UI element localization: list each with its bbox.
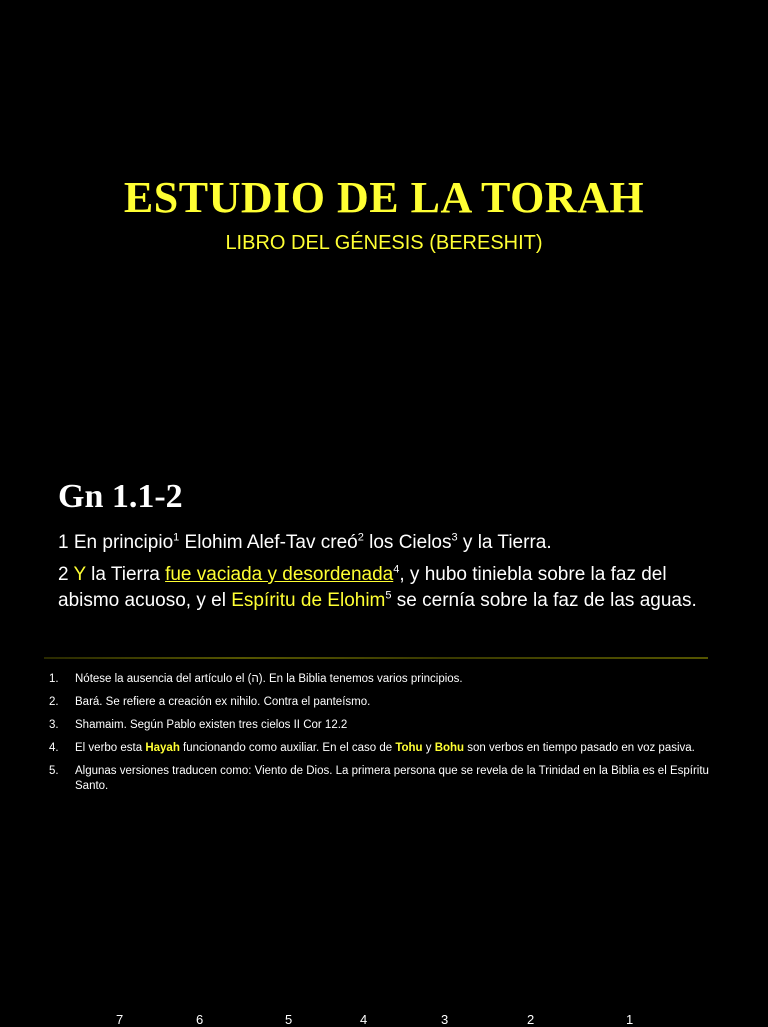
footnote-item <box>44 764 714 794</box>
verse-2 <box>58 562 718 614</box>
verse-number: 1 <box>58 532 69 553</box>
footnote-text-part: funcionando como auxiliar. En el caso de <box>179 742 396 754</box>
verse-text: la Tierra <box>85 564 166 585</box>
highlight-spirit: Espíritu de Elohim <box>231 590 386 611</box>
footnote-ref-2: 2 <box>357 531 364 544</box>
verse-text: y la Tierra. <box>457 532 552 553</box>
footnote-ref-1: 1 <box>173 531 180 544</box>
footnote-ref-5: 5 <box>385 589 392 602</box>
footnote-text-part: son verbos en tiempo pasado en voz pasiva. <box>464 742 695 754</box>
highlight-y: Y <box>73 564 86 585</box>
page-number: 4 <box>360 1012 368 1027</box>
footnotes-list <box>44 672 714 802</box>
highlight-tohu: Tohu <box>395 742 423 754</box>
footnote-ref-3: 3 <box>451 531 458 544</box>
page-title: ESTUDIO DE LA TORAH <box>123 173 645 222</box>
page-subtitle: LIBRO DEL GÉNESIS (BERESHIT) <box>225 232 543 254</box>
verse-text: En principio <box>68 532 174 553</box>
page-number: 3 <box>441 1012 449 1027</box>
footnote-text: Nótese la ausencia del artículo el (ה). En la Biblia tenemos varios principios. <box>75 673 463 685</box>
footnote-number: 1. <box>49 673 59 685</box>
footnote-item <box>44 695 714 710</box>
divider <box>44 657 708 659</box>
footnote-number: 5. <box>49 765 59 777</box>
footnote-text: Algunas versiones traducen como: Viento de Dios. La primera persona que se revela de la Trinidad en la Biblia es el Espíritu Santo. <box>75 765 709 792</box>
footnote-number: 2. <box>49 696 59 708</box>
footnote-text-part: El verbo esta <box>75 742 146 754</box>
footnote-text: Shamaim. Según Pablo existen tres cielos II Cor 12.2 <box>75 719 348 731</box>
footnote-number: 3. <box>49 719 59 731</box>
page-number: 1 <box>626 1012 634 1027</box>
highlight-bohu: Bohu <box>434 742 465 754</box>
footnote-ref-4: 4 <box>393 563 400 576</box>
verse-text: se cernía sobre la faz de las aguas. <box>391 590 697 611</box>
footnote-item <box>44 718 714 733</box>
footnote-text: Bará. Se refiere a creación ex nihilo. Contra el panteísmo. <box>75 696 371 708</box>
verse-1 <box>58 530 718 556</box>
verse-text: Elohim Alef-Tav creó <box>179 532 358 553</box>
highlight-link[interactable]: fue vaciada y desordenada <box>165 564 394 585</box>
verse-text: los Cielos <box>363 532 452 553</box>
page-number: 2 <box>527 1012 535 1027</box>
footnote-number: 4. <box>49 742 59 754</box>
verse-number: 2 <box>58 564 74 585</box>
footnote-text-part: y <box>422 742 435 754</box>
verse-text: , y hubo tiniebla sobre la faz del abismo acuoso, y el <box>58 564 667 611</box>
highlight-hayah: Hayah <box>145 742 180 754</box>
footnote-item <box>44 741 714 756</box>
section-heading: Gn 1.1-2 <box>58 478 183 515</box>
page-number: 7 <box>116 1012 124 1027</box>
footnote-item <box>44 672 714 687</box>
page-number: 5 <box>285 1012 293 1027</box>
footnote-text <box>75 742 695 754</box>
page-number: 6 <box>196 1012 204 1027</box>
